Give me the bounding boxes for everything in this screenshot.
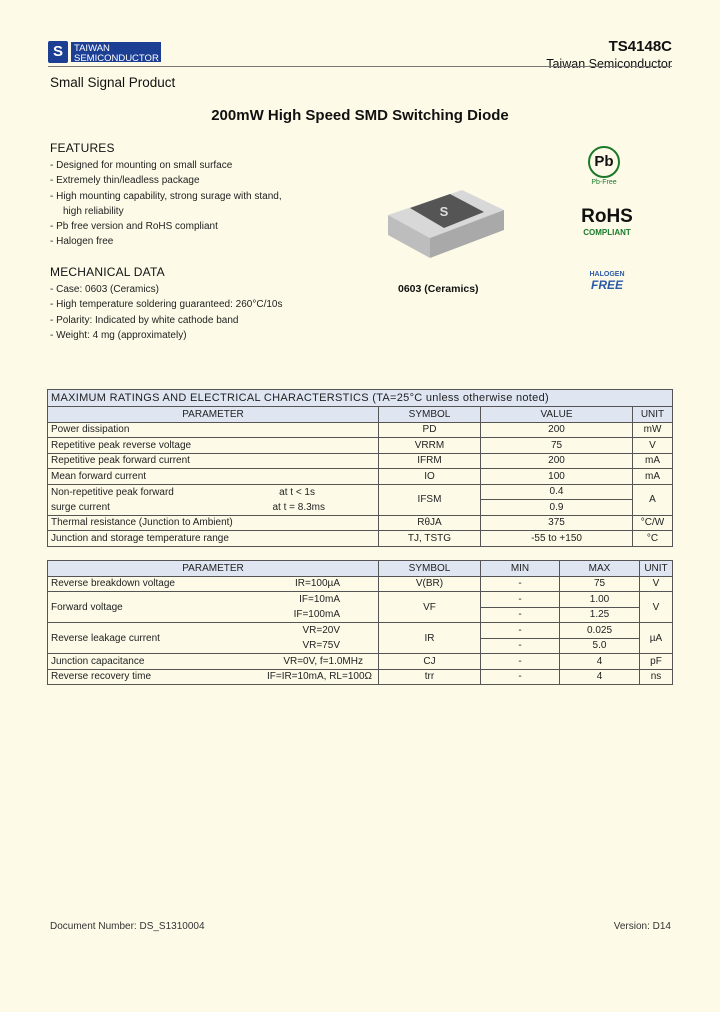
- table-row: Non-repetitive peak forward at t < 1s IFSM 0.4 A: [48, 484, 673, 500]
- table-row: Mean forward current IO 100 mA: [48, 469, 673, 485]
- table-row: Repetitive peak reverse voltage VRRM 75 V: [48, 438, 673, 454]
- features-list: [50, 158, 282, 250]
- table-row: - 5.0: [48, 638, 673, 654]
- list-item: - Pb free version and RoHS compliant: [50, 221, 218, 233]
- list-item: - Halogen free: [50, 236, 114, 248]
- list-item: - Extremely thin/leadless package: [50, 175, 200, 187]
- version: Version: D14: [613, 921, 671, 932]
- header-divider: [48, 66, 672, 67]
- rohs-badge: RoHS COMPLIANT: [581, 206, 633, 237]
- logo-mark: S: [48, 41, 68, 63]
- svg-text:S: S: [439, 204, 449, 219]
- package-caption: 0603 (Ceramics): [398, 283, 479, 295]
- table-row: surge current at t = 8.3ms 0.9: [48, 500, 673, 516]
- features-heading: FEATURES: [50, 141, 115, 155]
- package-image: [380, 180, 510, 265]
- table-row: Repetitive peak forward current IFRM 200 mA: [48, 453, 673, 469]
- table-caption: MAXIMUM RATINGS AND ELECTRICAL CHARACTERSTICS (TA=25°C unless otherwise noted): [48, 390, 673, 407]
- list-item: high reliability: [63, 205, 124, 217]
- max-ratings-table: MAXIMUM RATINGS AND ELECTRICAL CHARACTERSTICS (TA=25°C unless otherwise noted) PARAMETER SYMBOL VALUE UNIT Power dissipation PD 200 mW Repetitive peak reverse voltage VRRM 75 V Repetitive peak forward current IFRM 200 mA Mean forward current IO 100 mA Non-repetitive peak forward at t < 1s IFSM 0.4 A surge current at t = 8.3ms 0.9 Thermal resistance (Junction to Ambient) RθJA 375 °C/W Junction and storage temperature range TJ, TSTG -55 to +150 °C: [47, 389, 673, 547]
- electrical-table: PARAMETER SYMBOL MIN MAX UNIT Reverse breakdown voltage IR=100µA V(BR) - 75 V Forward voltage IF=10mA IF=100mA VF - 1.00 V - 1.25 Reverse leakage current VR=20V VR=75V IR - 0.025 µA - 5.0 Junction capacitance VR=0V, f=1.0MHz CJ - 4 pF Reverse recovery time IF=IR=10mA, RL=100Ω trr - 4 ns: [47, 560, 673, 685]
- pb-free-badge: Pb Pb-Free: [583, 145, 625, 187]
- table-row: Reverse breakdown voltage IR=100µA V(BR) - 75 V: [48, 576, 673, 592]
- table-row: Power dissipation PD 200 mW: [48, 422, 673, 438]
- table-row: - 1.25: [48, 607, 673, 623]
- company-name: Taiwan Semiconductor: [546, 57, 672, 71]
- halogen-free-badge: HALOGEN FREE: [589, 271, 625, 292]
- table-row: Forward voltage IF=10mA IF=100mA VF - 1.00 V: [48, 592, 673, 608]
- table-row: Thermal resistance (Junction to Ambient) RθJA 375 °C/W: [48, 515, 673, 531]
- mechanical-heading: MECHANICAL DATA: [50, 265, 165, 279]
- part-number: TS4148C: [608, 38, 672, 55]
- logo-text: TAIWAN SEMICONDUCTOR: [71, 42, 161, 62]
- list-item: - High mounting capability, strong surage with stand,: [50, 190, 282, 202]
- list-item: - High temperature soldering guaranteed: 260°C/10s: [50, 299, 283, 311]
- list-item: - Case: 0603 (Ceramics): [50, 284, 159, 295]
- mechanical-list: [50, 282, 282, 343]
- table-row: Reverse recovery time IF=IR=10mA, RL=100Ω trr - 4 ns: [48, 669, 673, 685]
- table-row: Junction capacitance VR=0V, f=1.0MHz CJ - 4 pF: [48, 654, 673, 670]
- table-row: Reverse leakage current VR=20V VR=75V IR - 0.025 µA: [48, 623, 673, 639]
- list-item: - Polarity: Indicated by white cathode band: [50, 314, 239, 326]
- product-line: Small Signal Product: [50, 75, 176, 90]
- page-title: 200mW High Speed SMD Switching Diode: [211, 107, 509, 124]
- table-row: Junction and storage temperature range TJ, TSTG -55 to +150 °C: [48, 531, 673, 547]
- list-item: - Designed for mounting on small surface: [50, 160, 233, 171]
- document-number: Document Number: DS_S1310004: [50, 921, 205, 932]
- company-logo: [48, 39, 166, 64]
- list-item: - Weight: 4 mg (approximately): [50, 329, 187, 341]
